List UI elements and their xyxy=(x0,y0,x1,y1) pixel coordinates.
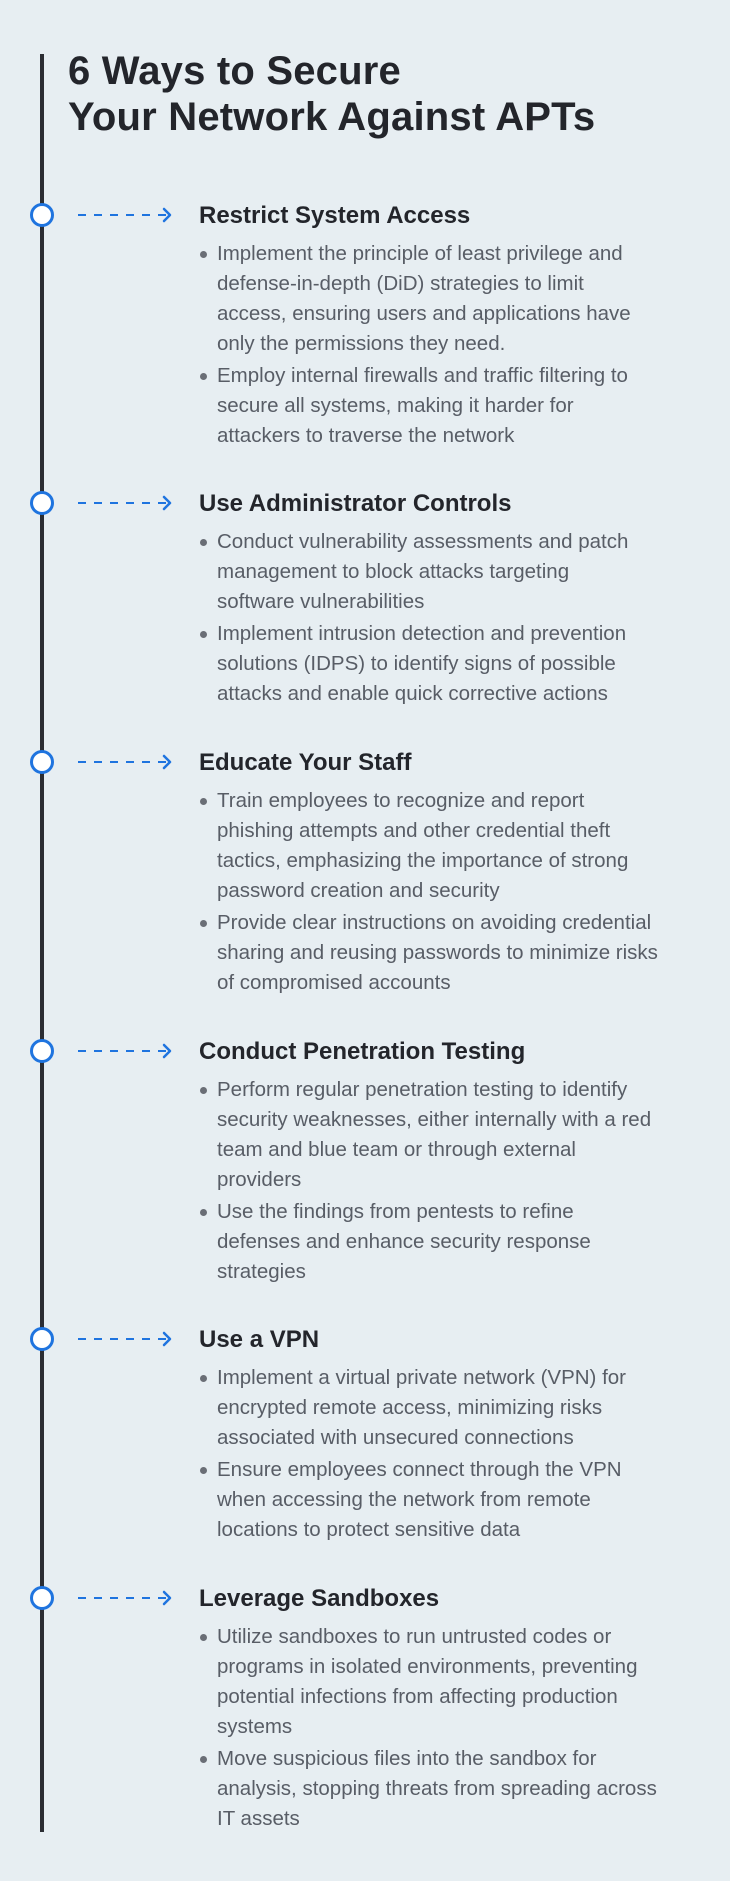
bullet-line: analysis, stopping threats from spreading across xyxy=(217,1777,657,1800)
bullet-line: locations to protect sensitive data xyxy=(217,1518,521,1541)
timeline-node-icon xyxy=(30,203,54,227)
bullet-line: associated with unsecured connections xyxy=(217,1426,574,1449)
bullet-line: providers xyxy=(217,1168,302,1191)
bullet-line: attacks and enable quick corrective actions xyxy=(217,682,608,705)
timeline-node-icon xyxy=(30,1327,54,1351)
section-heading: Leverage Sandboxes xyxy=(199,1585,440,1612)
bullet-list xyxy=(199,1075,699,1289)
bullet-line: only the permissions they need. xyxy=(217,332,506,355)
timeline-node-icon xyxy=(30,1586,54,1610)
bullet-line: of compromised accounts xyxy=(217,971,451,994)
timeline-node-icon xyxy=(30,750,54,774)
bullet-line: Implement intrusion detection and prevention xyxy=(217,622,627,645)
bullet-line: Implement the principle of least privilege and xyxy=(217,242,623,265)
bullet-item xyxy=(199,1744,699,1834)
bullet-line: encrypted remote access, minimizing risks xyxy=(217,1396,603,1419)
bullet-item xyxy=(199,1622,699,1742)
section-heading: Educate Your Staff xyxy=(199,749,412,776)
bullet-line: management to block attacks targeting xyxy=(217,560,570,583)
bullet-line: systems xyxy=(217,1715,293,1738)
section-heading: Conduct Penetration Testing xyxy=(199,1038,526,1065)
bullet-line: password creation and security xyxy=(217,879,500,902)
bullet-line: Implement a virtual private network (VPN) for xyxy=(217,1366,626,1389)
bullet-line: Employ internal firewalls and traffic filtering to xyxy=(217,364,628,387)
bullet-item xyxy=(199,786,699,906)
dashed-arrow-icon xyxy=(78,203,176,227)
bullet-item xyxy=(199,1363,699,1453)
section-heading: Use Administrator Controls xyxy=(199,490,512,517)
dashed-arrow-icon xyxy=(78,750,176,774)
bullet-line: when accessing the network from remote xyxy=(217,1488,591,1511)
bullet-line: security weaknesses, either internally with a red xyxy=(217,1108,652,1131)
bullet-line: defense-in-depth (DiD) strategies to limit xyxy=(217,272,584,295)
page-title-line-1: 6 Ways to Secure xyxy=(68,49,401,93)
bullet-item xyxy=(199,239,699,359)
bullet-item xyxy=(199,619,699,709)
bullet-line: potential infections from affecting production xyxy=(217,1685,618,1708)
section-heading: Use a VPN xyxy=(199,1326,320,1353)
bullet-line: IT assets xyxy=(217,1807,300,1830)
bullet-line: programs in isolated environments, preventing xyxy=(217,1655,638,1678)
bullet-line: Perform regular penetration testing to identify xyxy=(217,1078,628,1101)
bullet-line: secure all systems, making it harder for xyxy=(217,394,574,417)
bullet-line: strategies xyxy=(217,1260,306,1283)
bullet-item xyxy=(199,908,699,998)
bullet-line: defenses and enhance security response xyxy=(217,1230,591,1253)
dashed-arrow-icon xyxy=(78,1327,176,1351)
bullet-line: Provide clear instructions on avoiding credential xyxy=(217,911,652,934)
bullet-line: Ensure employees connect through the VPN xyxy=(217,1458,622,1481)
bullet-item xyxy=(199,527,699,617)
bullet-line: access, ensuring users and applications have xyxy=(217,302,631,325)
bullet-line: sharing and reusing passwords to minimize risks xyxy=(217,941,658,964)
bullet-line: solutions (IDPS) to identify signs of possible xyxy=(217,652,616,675)
bullet-item xyxy=(199,361,699,451)
bullet-line: tactics, emphasizing the importance of strong xyxy=(217,849,629,872)
page-title xyxy=(68,48,595,140)
bullet-line: Move suspicious files into the sandbox for xyxy=(217,1747,597,1770)
bullet-line: phishing attempts and other credential theft xyxy=(217,819,611,842)
page-title-line-2: Your Network Against APTs xyxy=(68,95,596,139)
timeline-node-icon xyxy=(30,1039,54,1063)
dashed-arrow-icon xyxy=(78,1039,176,1063)
bullet-line: Conduct vulnerability assessments and patch xyxy=(217,530,629,553)
bullet-line: Use the findings from pentests to refine xyxy=(217,1200,574,1223)
dashed-arrow-icon xyxy=(78,1586,176,1610)
section-heading: Restrict System Access xyxy=(199,202,471,229)
bullet-list xyxy=(199,1622,699,1836)
bullet-list xyxy=(199,527,699,711)
bullet-item xyxy=(199,1197,699,1287)
bullet-item xyxy=(199,1075,699,1195)
bullet-list xyxy=(199,239,699,453)
bullet-line: attackers to traverse the network xyxy=(217,424,515,447)
bullet-line: Utilize sandboxes to run untrusted codes or xyxy=(217,1625,612,1648)
bullet-line: software vulnerabilities xyxy=(217,590,425,613)
bullet-list xyxy=(199,1363,699,1547)
bullet-line: Train employees to recognize and report xyxy=(217,789,585,812)
timeline-node-icon xyxy=(30,491,54,515)
bullet-line: team and blue team or through external xyxy=(217,1138,576,1161)
bullet-item xyxy=(199,1455,699,1545)
timeline-line xyxy=(40,54,44,1832)
bullet-list xyxy=(199,786,699,1000)
dashed-arrow-icon xyxy=(78,491,176,515)
